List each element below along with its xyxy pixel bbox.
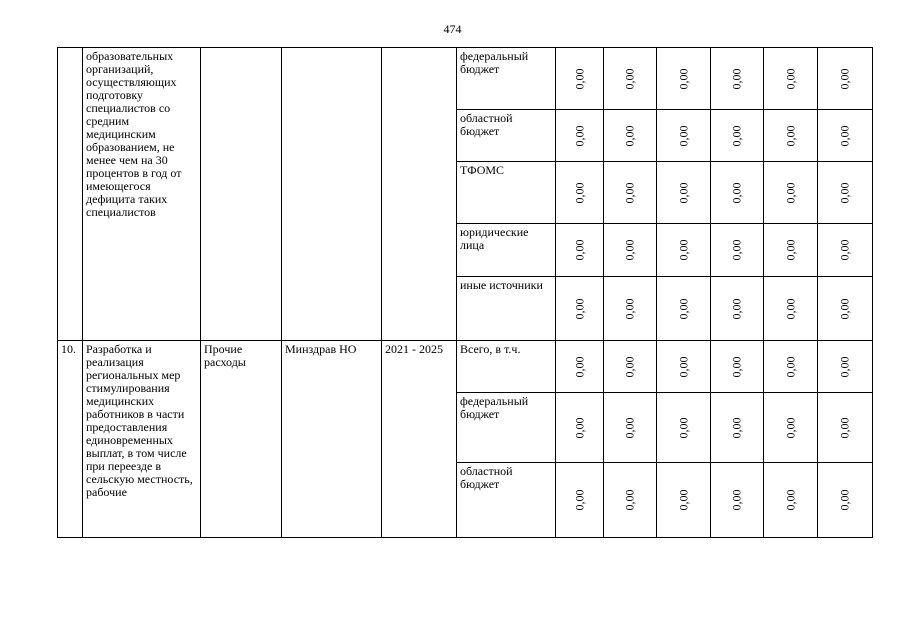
value-text: 0,00 [622, 417, 637, 438]
expense-type [201, 48, 282, 341]
value-cell [604, 341, 657, 393]
value-cell [711, 110, 764, 162]
value-text: 0,00 [729, 356, 744, 377]
value-text: 0,00 [572, 68, 586, 89]
value-text: 0,00 [783, 68, 797, 89]
value-cell [556, 48, 604, 110]
value-text: 0,00 [676, 489, 690, 511]
value-cell [818, 224, 873, 277]
funding-source: областной бюджет [457, 110, 556, 162]
value-cell [711, 393, 764, 463]
value-cell [556, 341, 604, 393]
value-cell [711, 162, 764, 224]
value-cell [711, 341, 764, 393]
value-text: 0,00 [572, 239, 586, 261]
row-number: 10. [58, 341, 83, 538]
value-cell [818, 277, 873, 341]
value-cell [764, 341, 818, 393]
value-cell [818, 393, 873, 463]
value-cell [764, 393, 818, 463]
value-text: 0,00 [783, 417, 797, 438]
value-cell [764, 463, 818, 538]
value-cell [604, 463, 657, 538]
value-text: 0,00 [676, 239, 690, 261]
value-cell [604, 224, 657, 277]
value-text: 0,00 [572, 182, 586, 203]
value-text: 0,00 [622, 298, 637, 319]
table-row [58, 341, 873, 393]
value-cell [657, 463, 711, 538]
value-cell [556, 277, 604, 341]
value-text: 0,00 [729, 68, 744, 89]
value-cell [818, 162, 873, 224]
value-cell [818, 341, 873, 393]
value-cell [604, 162, 657, 224]
value-text: 0,00 [837, 125, 852, 146]
value-text: 0,00 [622, 356, 637, 377]
executor: Минздрав НО [282, 341, 382, 538]
value-cell [818, 48, 873, 110]
value-text: 0,00 [729, 125, 744, 146]
value-cell [657, 110, 711, 162]
value-text: 0,00 [676, 417, 690, 438]
table-row [58, 48, 873, 110]
value-text: 0,00 [837, 417, 852, 438]
value-text: 0,00 [729, 417, 744, 438]
expense-type: Прочие расходы [201, 341, 282, 538]
program-table [57, 47, 873, 538]
value-text: 0,00 [676, 356, 690, 377]
value-cell [556, 393, 604, 463]
value-text: 0,00 [783, 298, 797, 319]
value-cell [657, 393, 711, 463]
row-number [58, 48, 83, 341]
value-cell [764, 224, 818, 277]
value-cell [711, 463, 764, 538]
funding-source: областной бюджет [457, 463, 556, 538]
funding-source: федеральный бюджет [457, 393, 556, 463]
value-text: 0,00 [572, 356, 586, 377]
value-cell [764, 162, 818, 224]
value-text: 0,00 [729, 239, 744, 261]
value-cell [711, 277, 764, 341]
value-text: 0,00 [783, 125, 797, 146]
value-text: 0,00 [837, 182, 852, 203]
value-text: 0,00 [572, 489, 586, 511]
funding-source: Всего, в т.ч. [457, 341, 556, 393]
value-cell [711, 224, 764, 277]
value-cell [657, 48, 711, 110]
value-text: 0,00 [729, 182, 744, 203]
value-text: 0,00 [837, 489, 852, 511]
value-text: 0,00 [729, 298, 744, 319]
value-text: 0,00 [676, 182, 690, 203]
value-text: 0,00 [622, 182, 637, 203]
value-cell [657, 162, 711, 224]
value-text: 0,00 [783, 182, 797, 203]
page-number: 474 [443, 22, 462, 36]
value-cell [556, 463, 604, 538]
value-cell [764, 48, 818, 110]
measure-name: Разработка и реализация региональных мер стимулирования медицинских работников в части предоставления единовременных выплат, в том числе при переезде в сельскую местность, рабочие [83, 341, 201, 538]
value-text: 0,00 [622, 125, 637, 146]
value-cell [764, 110, 818, 162]
value-text: 0,00 [837, 298, 852, 319]
value-text: 0,00 [783, 239, 797, 261]
value-text: 0,00 [837, 356, 852, 377]
value-cell [657, 224, 711, 277]
value-text: 0,00 [783, 489, 797, 511]
value-text: 0,00 [676, 68, 690, 89]
value-text: 0,00 [572, 298, 586, 319]
value-text: 0,00 [676, 298, 690, 319]
executor [282, 48, 382, 341]
value-text: 0,00 [622, 489, 637, 511]
value-cell [556, 110, 604, 162]
value-text: 0,00 [572, 417, 586, 438]
value-text: 0,00 [837, 68, 852, 89]
value-text: 0,00 [783, 356, 797, 377]
value-cell [818, 463, 873, 538]
value-cell [764, 277, 818, 341]
value-cell [604, 110, 657, 162]
value-cell [556, 224, 604, 277]
period: 2021 - 2025 [382, 341, 457, 538]
value-cell [604, 277, 657, 341]
value-text: 0,00 [729, 489, 744, 511]
funding-source: федеральный бюджет [457, 48, 556, 110]
value-text: 0,00 [676, 125, 690, 146]
value-cell [657, 277, 711, 341]
value-cell [604, 393, 657, 463]
value-text: 0,00 [622, 239, 637, 261]
funding-source: юридические лица [457, 224, 556, 277]
value-cell [556, 162, 604, 224]
period [382, 48, 457, 341]
value-text: 0,00 [572, 125, 586, 146]
measure-name: образовательных организаций, осуществляющих подготовку специалистов со средним медицинским образованием, не менее чем на 30 процентов в год от имеющегося дефицита таких специалистов [83, 48, 201, 341]
value-cell [604, 48, 657, 110]
value-text: 0,00 [837, 239, 852, 261]
funding-source: ТФОМС [457, 162, 556, 224]
value-text: 0,00 [622, 68, 637, 89]
funding-source: иные источники [457, 277, 556, 341]
value-cell [818, 110, 873, 162]
value-cell [657, 341, 711, 393]
value-cell [711, 48, 764, 110]
